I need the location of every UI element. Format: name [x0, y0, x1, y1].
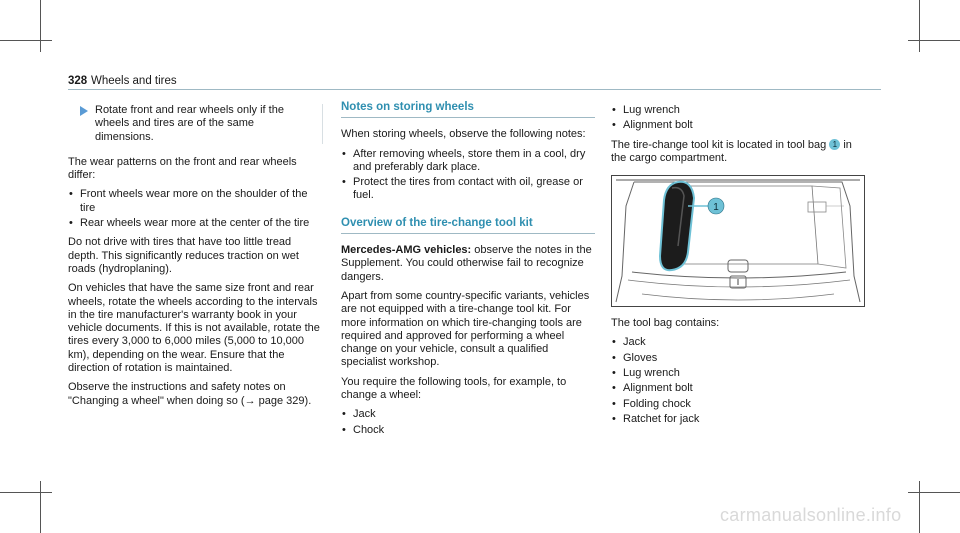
paragraph: The tool bag contains:	[611, 317, 720, 330]
column-2	[341, 101, 595, 443]
list-item: • Chock	[341, 424, 595, 437]
heading-tool-kit: Overview of the tire-change tool kit	[341, 217, 595, 234]
paragraph: Apart from some country-specific variants, vehicles are not equipped with a tire-change tool kit. For more information on which tire-changing tools are required and approved for performing a wheel change on your vehicle, consult a qualified specialist workshop.	[341, 289, 590, 369]
page-number: 328	[68, 75, 88, 87]
list-item: • After removing wheels, store them in a cool, dry and preferably dark place.	[341, 148, 595, 175]
paragraph: You require the following tools, for example, to change a wheel:	[341, 375, 567, 402]
column-1	[68, 104, 323, 414]
list-item: • Alignment bolt	[611, 382, 867, 395]
list-item: • Front wheels wear more on the shoulder of the tire	[68, 188, 323, 215]
paragraph-text: The tire-change tool kit is located in tool bag	[611, 138, 830, 151]
crop-mark	[40, 0, 41, 52]
crop-mark	[908, 40, 960, 41]
list-item: • Ratchet for jack	[611, 413, 867, 426]
callout-1-icon: 1	[829, 139, 840, 150]
paragraph	[341, 244, 595, 284]
tools-list	[341, 408, 595, 437]
list-item: • Rear wheels wear more at the center of the tire	[68, 217, 323, 230]
paragraph: On vehicles that have the same size front and rear wheels, rotate the wheels according to the intervals in the tire manufacturer's warranty book in your vehicle documents. If this is not available, rotate the tires every 3,000 to 6,000 miles (5,000 to 10,000 km), depending on the wear. Ensure that the direction of rotation is maintained.	[68, 282, 320, 375]
paragraph: Do not drive with tires that have too little tread depth. This significantly reduces traction on wet roads (hydroplaning).	[68, 236, 299, 275]
crop-mark	[908, 492, 960, 493]
paragraph	[611, 139, 867, 166]
wear-list	[68, 188, 323, 230]
paragraph-text: in the cargo compartment.	[611, 138, 852, 164]
list-item: • Jack	[611, 336, 867, 349]
arrow-triangle-icon	[80, 106, 88, 116]
crop-mark	[919, 481, 920, 533]
storing-list	[341, 148, 595, 203]
list-item: • Lug wrench	[611, 104, 867, 117]
paragraph-rest: observe the notes in the Supplement. You could otherwise fail to recognize dangers.	[341, 244, 592, 283]
paragraph: When storing wheels, observe the following notes:	[341, 128, 586, 141]
figure-callout-label: 1	[713, 202, 719, 214]
list-item: • Folding chock	[611, 398, 867, 411]
column-3	[611, 104, 867, 432]
cargo-illustration	[612, 176, 864, 306]
crop-mark	[40, 481, 41, 533]
crop-mark	[0, 40, 52, 41]
section-title: Wheels and tires	[91, 75, 177, 87]
list-item: • Protect the tires from contact with oil, grease or fuel.	[341, 176, 595, 203]
list-item: • Gloves	[611, 352, 867, 365]
bag-contents-list	[611, 336, 867, 426]
list-item: • Alignment bolt	[611, 119, 867, 132]
header-rule	[68, 89, 881, 90]
crop-mark	[0, 492, 52, 493]
tools-list-cont	[611, 104, 867, 133]
watermark: carmanualsonline.info	[720, 505, 902, 525]
list-item: • Jack	[341, 408, 595, 421]
bold-lead: Mercedes-AMG vehicles:	[341, 244, 472, 257]
cargo-compartment-figure	[611, 175, 865, 307]
crop-mark	[919, 0, 920, 52]
heading-storing-wheels: Notes on storing wheels	[341, 101, 595, 118]
rotation-note	[68, 104, 323, 144]
paragraph: The wear patterns on the front and rear wheels differ:	[68, 155, 297, 182]
paragraph: Observe the instructions and safety notes on "Changing a wheel" when doing so (→ page 329).	[68, 381, 312, 407]
list-item: • Lug wrench	[611, 367, 867, 380]
note-text: Rotate front and rear wheels only if the wheels and tires are of the same dimensions.	[95, 104, 284, 143]
